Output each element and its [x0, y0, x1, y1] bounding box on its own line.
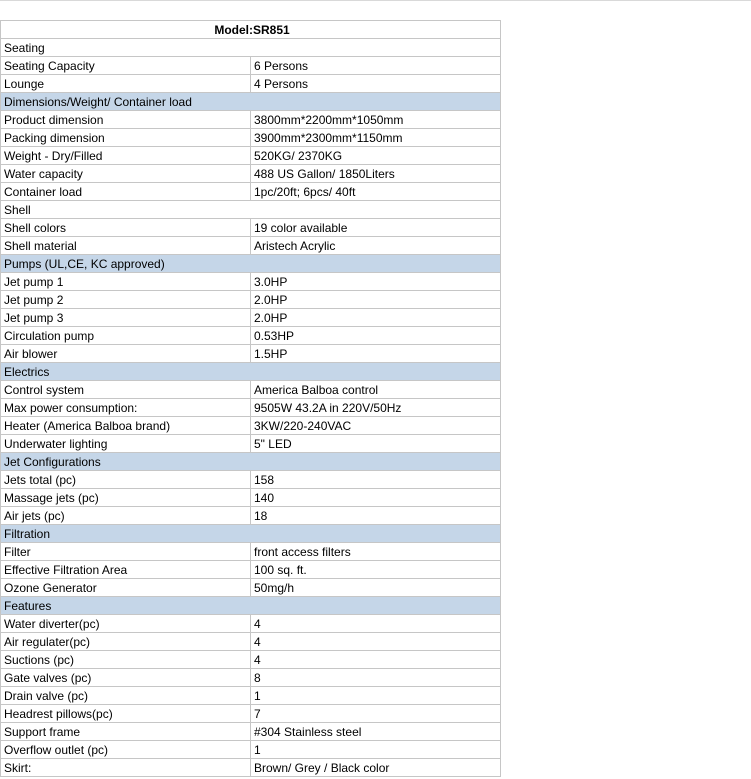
- spec-label: Drain valve (pc): [1, 687, 251, 705]
- spec-label: Filter: [1, 543, 251, 561]
- spec-value: 3900mm*2300mm*1150mm: [251, 129, 501, 147]
- spec-row: [1, 435, 501, 453]
- spec-value: front access filters: [251, 543, 501, 561]
- spec-label: Circulation pump: [1, 327, 251, 345]
- spec-row: [1, 381, 501, 399]
- spec-row: [1, 705, 501, 723]
- spec-row: [1, 489, 501, 507]
- spec-value: 6 Persons: [251, 57, 501, 75]
- spec-value: 100 sq. ft.: [251, 561, 501, 579]
- spec-value: 50mg/h: [251, 579, 501, 597]
- spec-table-body: [1, 21, 501, 777]
- spec-row: [1, 633, 501, 651]
- spec-row: [1, 615, 501, 633]
- section-heading: Seating: [1, 39, 501, 57]
- section-heading: Shell: [1, 201, 501, 219]
- spec-label: Suctions (pc): [1, 651, 251, 669]
- section-heading: Pumps (UL,CE, KC approved): [1, 255, 501, 273]
- spec-row: [1, 57, 501, 75]
- model-title: Model:SR851: [1, 21, 501, 39]
- section-heading-row: [1, 525, 501, 543]
- spec-value: 4: [251, 615, 501, 633]
- spec-label: Jet pump 2: [1, 291, 251, 309]
- spec-row: [1, 543, 501, 561]
- spec-row: [1, 471, 501, 489]
- spec-row: [1, 759, 501, 777]
- spec-row: [1, 651, 501, 669]
- spec-label: Shell material: [1, 237, 251, 255]
- spec-row: [1, 219, 501, 237]
- spec-label: Effective Filtration Area: [1, 561, 251, 579]
- spec-row: [1, 147, 501, 165]
- spec-label: Underwater lighting: [1, 435, 251, 453]
- spec-value: 5" LED: [251, 435, 501, 453]
- spec-row: [1, 345, 501, 363]
- section-heading-row: [1, 255, 501, 273]
- spec-label: Skirt:: [1, 759, 251, 777]
- spec-value: 1: [251, 741, 501, 759]
- spec-label: Max power consumption:: [1, 399, 251, 417]
- spec-row: [1, 183, 501, 201]
- spec-value: 4: [251, 651, 501, 669]
- spec-row: [1, 669, 501, 687]
- spec-row: [1, 507, 501, 525]
- spec-value: 0.53HP: [251, 327, 501, 345]
- spec-value: 3.0HP: [251, 273, 501, 291]
- section-heading: Dimensions/Weight/ Container load: [1, 93, 501, 111]
- spec-label: Water diverter(pc): [1, 615, 251, 633]
- spec-label: Water capacity: [1, 165, 251, 183]
- spec-row: [1, 291, 501, 309]
- spec-value: Brown/ Grey / Black color: [251, 759, 501, 777]
- spec-value: 140: [251, 489, 501, 507]
- spec-row: [1, 723, 501, 741]
- spec-value: 4 Persons: [251, 75, 501, 93]
- spec-value: 18: [251, 507, 501, 525]
- spec-row: [1, 417, 501, 435]
- spec-label: Gate valves (pc): [1, 669, 251, 687]
- spec-row: [1, 165, 501, 183]
- spec-value: 1pc/20ft; 6pcs/ 40ft: [251, 183, 501, 201]
- section-heading: Features: [1, 597, 501, 615]
- spec-row: [1, 687, 501, 705]
- spec-value: 1.5HP: [251, 345, 501, 363]
- model-title-row: [1, 21, 501, 39]
- spec-label: Container load: [1, 183, 251, 201]
- spec-value: #304 Stainless steel: [251, 723, 501, 741]
- spec-label: Heater (America Balboa brand): [1, 417, 251, 435]
- spec-label: Weight - Dry/Filled: [1, 147, 251, 165]
- spec-value: 3KW/220-240VAC: [251, 417, 501, 435]
- section-heading-row: [1, 93, 501, 111]
- spec-value: 19 color available: [251, 219, 501, 237]
- section-heading: Jet Configurations: [1, 453, 501, 471]
- spec-label: Jet pump 1: [1, 273, 251, 291]
- spec-value: 4: [251, 633, 501, 651]
- spec-label: Packing dimension: [1, 129, 251, 147]
- spec-row: [1, 741, 501, 759]
- spec-label: Product dimension: [1, 111, 251, 129]
- section-heading: Filtration: [1, 525, 501, 543]
- spec-value: 488 US Gallon/ 1850Liters: [251, 165, 501, 183]
- spec-value: 1: [251, 687, 501, 705]
- spec-label: Ozone Generator: [1, 579, 251, 597]
- spec-label: Overflow outlet (pc): [1, 741, 251, 759]
- top-divider: [0, 0, 751, 1]
- spec-value: America Balboa control: [251, 381, 501, 399]
- spec-row: [1, 399, 501, 417]
- spec-table: [0, 20, 501, 777]
- spec-row: [1, 561, 501, 579]
- spec-label: Shell colors: [1, 219, 251, 237]
- spec-label: Control system: [1, 381, 251, 399]
- spec-value: 520KG/ 2370KG: [251, 147, 501, 165]
- spec-value: Aristech Acrylic: [251, 237, 501, 255]
- spec-value: 3800mm*2200mm*1050mm: [251, 111, 501, 129]
- spec-row: [1, 111, 501, 129]
- section-heading-row: [1, 39, 501, 57]
- spec-row: [1, 309, 501, 327]
- spec-row: [1, 129, 501, 147]
- section-heading-row: [1, 597, 501, 615]
- section-heading-row: [1, 201, 501, 219]
- spec-label: Jet pump 3: [1, 309, 251, 327]
- spec-label: Seating Capacity: [1, 57, 251, 75]
- spec-label: Lounge: [1, 75, 251, 93]
- spec-label: Headrest pillows(pc): [1, 705, 251, 723]
- spec-row: [1, 273, 501, 291]
- section-heading: Electrics: [1, 363, 501, 381]
- spec-value: 2.0HP: [251, 309, 501, 327]
- spec-row: [1, 579, 501, 597]
- spec-label: Air regulater(pc): [1, 633, 251, 651]
- spec-value: 7: [251, 705, 501, 723]
- spec-value: 2.0HP: [251, 291, 501, 309]
- spec-label: Air jets (pc): [1, 507, 251, 525]
- spec-label: Jets total (pc): [1, 471, 251, 489]
- spec-row: [1, 237, 501, 255]
- section-heading-row: [1, 453, 501, 471]
- spec-label: Air blower: [1, 345, 251, 363]
- spec-value: 158: [251, 471, 501, 489]
- spec-value: 9505W 43.2A in 220V/50Hz: [251, 399, 501, 417]
- spec-label: Massage jets (pc): [1, 489, 251, 507]
- section-heading-row: [1, 363, 501, 381]
- spec-value: 8: [251, 669, 501, 687]
- spec-row: [1, 327, 501, 345]
- spec-label: Support frame: [1, 723, 251, 741]
- spec-row: [1, 75, 501, 93]
